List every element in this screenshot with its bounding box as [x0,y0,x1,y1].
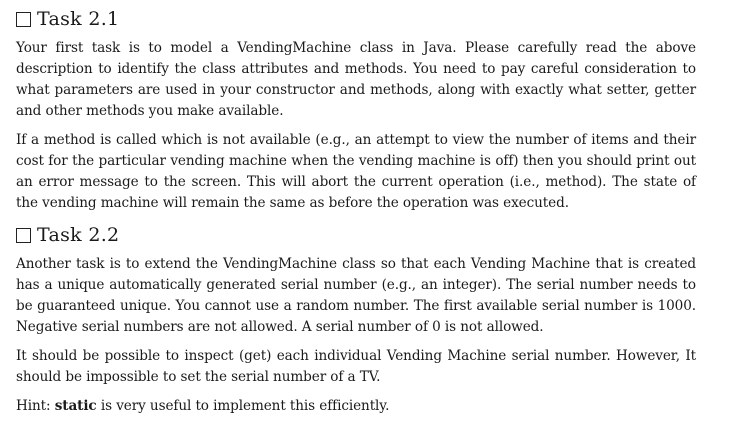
task-2-1-title: Task 2.1 [37,8,120,30]
hint-keyword: static [54,398,97,414]
task-2-1-paragraph-1: Your first task is to model a VendingMachine class in Java. Please carefully read the above description to identify the class attributes and methods. You need to pay careful consideration to what parameters are used in your constructor and methods, along with exactly what setter, getter and other methods you make available. [16,40,696,119]
task-2-1-checkbox[interactable] [16,12,31,27]
document [16,6,696,425]
task-2-1-heading [16,6,696,32]
hint-paragraph [16,396,696,417]
task-2-1-paragraph-2: If a method is called which is not available (e.g., an attempt to view the number of items and their cost for the particular vending machine when the vending machine is off) then you should print out an error message to the screen. This will abort the current operation (i.e., method). The state of the vending machine will remain the same as before the operation was executed. [16,132,696,211]
hint-prefix: Hint: [16,398,51,414]
task-2-2-title: Task 2.2 [37,224,120,246]
task-2-2-checkbox[interactable] [16,228,31,243]
task-2-2-paragraph-1: Another task is to extend the VendingMachine class so that each Vending Machine that is created has a unique automatically generated serial number (e.g., an integer). The serial number needs to be guaranteed unique. You cannot use a random number. The first available serial number is 1000. Negative serial numbers are not allowed. A serial number of 0 is not allowed. [16,256,696,335]
task-2-2-paragraph-2: It should be possible to inspect (get) each individual Vending Machine serial number. However, It should be impossible to set the serial number of a TV. [16,348,696,385]
task-2-2-heading [16,222,696,248]
hint-suffix: is very useful to implement this efficiently. [100,398,390,414]
